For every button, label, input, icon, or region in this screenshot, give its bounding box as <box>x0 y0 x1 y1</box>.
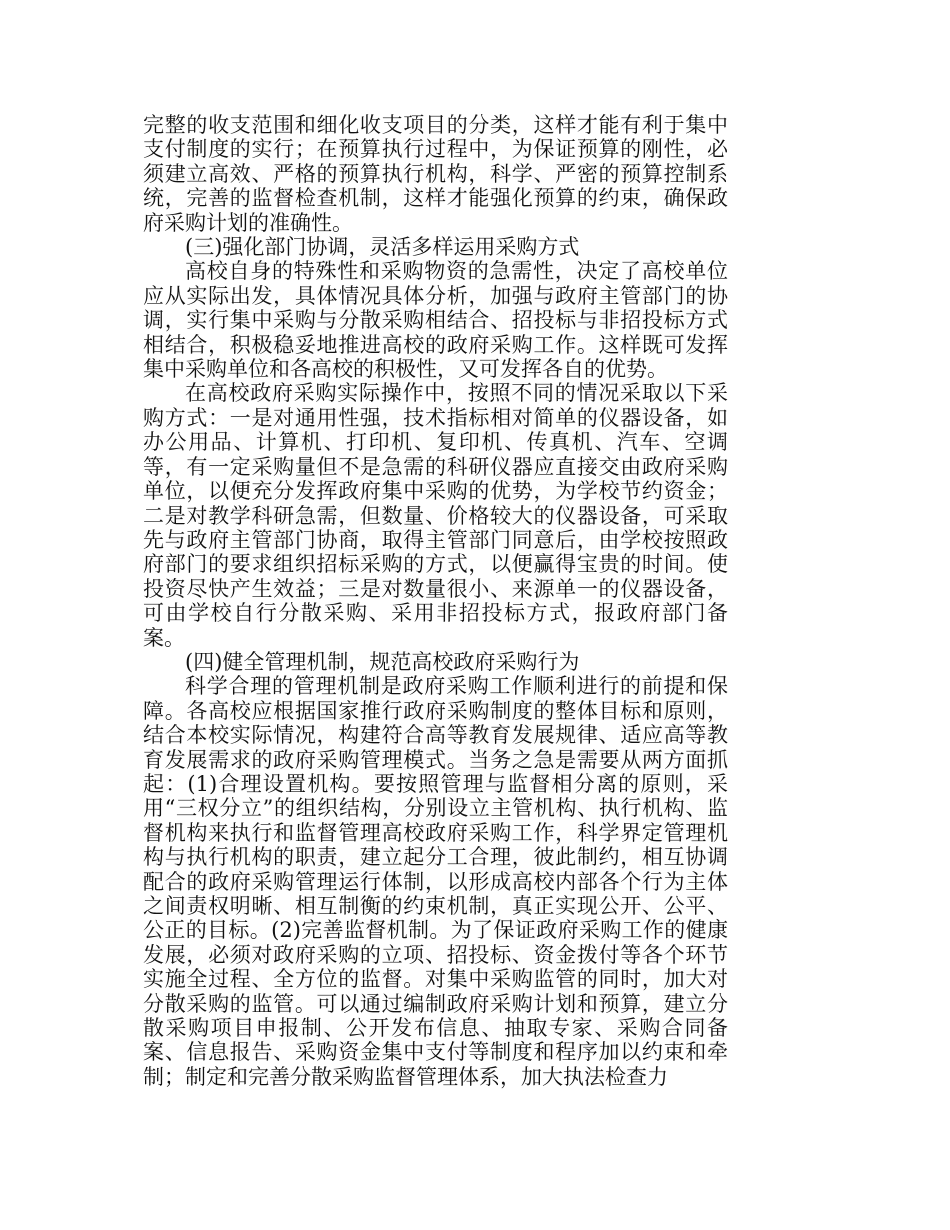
paragraph-coordination: 高校自身的特殊性和采购物资的急需性，决定了高校单位应从实际出发，具体情况具体分析，加强与政府主管部门的协调，实行集中采购与分散采购相结合、招投标与非招投标方式相结合，积极稳妥地推进高校的政府采购工作。这样既可发挥集中采购单位和各高校的积极性，又可发挥各自的优势。 <box>143 259 728 382</box>
paragraph-procurement-methods: 在高校政府采购实际操作中，按照不同的情况采取以下采购方式：一是对通用性强，技术指标相对简单的仪器设备，如办公用品、计算机、打印机、复印机、传真机、汽车、空调等，有一定采购量但不是急需的科研仪器应直接交由政府采购单位，以便充分发挥政府集中采购的优势，为学校节约资金；二是对教学科研急需，但数量、价格较大的仪器设备，可采取先与政府主管部门协商，取得主管部门同意后，由学校按照政府部门的要求组织招标采购的方式，以便赢得宝贵的时间。使投资尽快产生效益；三是对数量很小、来源单一的仪器设备，可由学校自行分散采购、采用非招投标方式，报政府部门备案。 <box>143 381 728 650</box>
section-heading-4: (四)健全管理机制，规范高校政府采购行为 <box>185 649 580 674</box>
paragraph-budget-continuation: 完整的收支范围和细化收支项目的分类，这样才能有利于集中支付制度的实行；在预算执行过程中，为保证预算的刚性，必须建立高效、严格的预算执行机构，科学、严密的预算控制系统，完善的监督检查机制，这样才能强化预算的约束，确保政府采购计划的准确性。 <box>143 113 728 235</box>
section-heading-3: (三)强化部门协调，灵活多样运用采购方式 <box>185 235 580 260</box>
paragraph-management-mechanism: 科学合理的管理机制是政府采购工作顺利进行的前提和保障。各高校应根据国家推行政府采购制度的整体目标和原则，结合本校实际情况，构建符合高等教育发展规律、适应高等教育发展需求的政府采购管理模式。当务之急是需要从两方面抓起：(1)合理设置机构。要按照管理与监督相分离的原则，采用“三权分立”的组织结构，分别设立主管机构、执行机构、监督机构来执行和监督管理高校政府采购工作，科学界定管理机构与执行机构的职责，建立起分工合理，彼此制约，相互协调配合的政府采购管理运行体制，以形成高校内部各个行为主体之间责权明晰、相互制衡的约束机制，真正实现公开、公平、公正的目标。(2)完善监督机制。为了保证政府采购工作的健康发展，必须对政府采购的立项、招投标、资金拨付等各个环节实施全过程、全方位的监督。对集中采购监管的同时，加大对分散采购的监管。可以通过编制政府采购计划和预算，建立分散采购项目申报制、公开发布信息、抽取专家、采购合同备案、信息报告、采购资金集中支付等制度和程序加以约束和牵制；制定和完善分散采购监督管理体系，加大执法检查力 <box>143 674 728 1089</box>
document-body <box>143 113 728 1089</box>
